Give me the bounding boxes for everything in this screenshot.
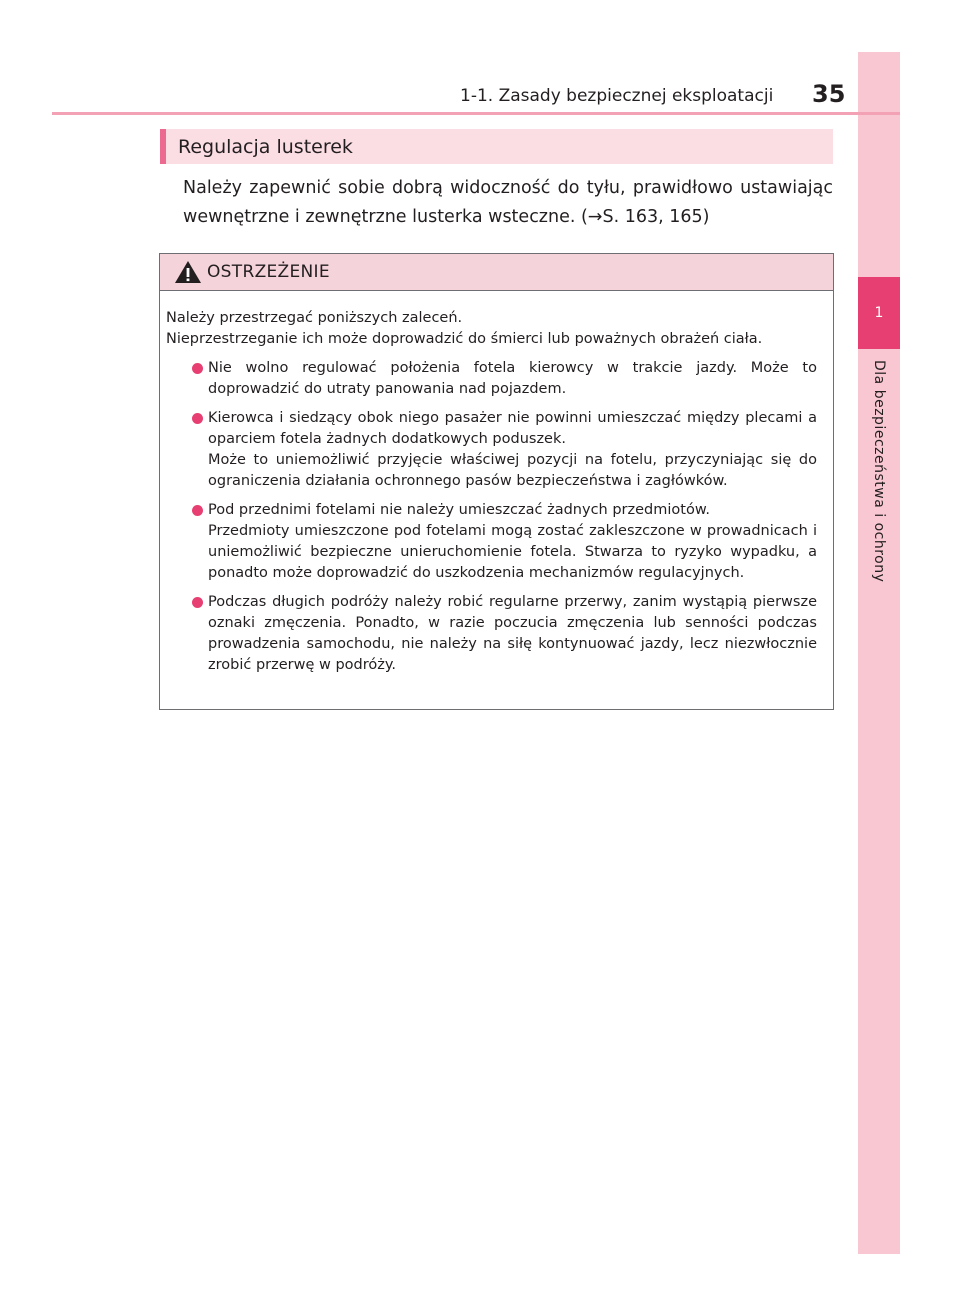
- warning-body: [160, 291, 833, 676]
- page-number: 35: [812, 80, 846, 108]
- list-item-text: Podczas długich podróży należy robić regularne przerwy, zanim wystąpią pierwsze oznaki zmęczenia. Ponadto, w razie poczucia zmęczenia lub senności podczas prowadzenia samochodu, nie należy na siłę kontynuować jazdy, lecz niezwłocznie zrobić przerwę w podróży.: [208, 594, 817, 673]
- list-item: [166, 408, 817, 492]
- section-heading: [160, 129, 833, 164]
- warning-intro: [166, 308, 817, 350]
- bullet-dot-icon: [192, 363, 203, 374]
- side-tab: [858, 52, 900, 1254]
- warning-box: [159, 253, 834, 710]
- bullet-dot-icon: [192, 597, 203, 608]
- warning-list: [166, 358, 817, 676]
- list-item: [166, 358, 817, 400]
- side-tab-chapter-label: Dla bezpieczeństwa i ochrony: [871, 360, 887, 583]
- list-item-text: Może to uniemożliwić przyjęcie właściwej pozycji na fotelu, przyczyniając się do ograniczenia działania ochronnego pasów bezpieczeństwa i zagłówków.: [208, 452, 817, 489]
- section-heading-text: Regulacja lusterek: [178, 135, 353, 158]
- warning-triangle-icon: [174, 260, 202, 284]
- header-divider: [52, 112, 900, 115]
- list-item-text: Kierowca i siedzący obok niego pasażer nie powinni umieszczać między plecami a oparciem fotela żadnych dodatkowych poduszek.: [208, 410, 817, 447]
- warning-header: [160, 254, 833, 291]
- warning-intro-line: Nieprzestrzeganie ich może doprowadzić do śmierci lub poważnych obrażeń ciała.: [166, 331, 763, 347]
- bullet-dot-icon: [192, 505, 203, 516]
- list-item-text: Pod przednimi fotelami nie należy umieszczać żadnych przedmiotów.: [208, 502, 710, 518]
- bullet-dot-icon: [192, 413, 203, 424]
- list-item: [166, 592, 817, 676]
- running-header-title: 1-1. Zasady bezpiecznej eksploatacji: [460, 86, 774, 106]
- list-item-text: Przedmioty umieszczone pod fotelami mogą zostać zakleszczone w prowadnicach i uniemożliwić bezpieczne unieruchomienie fotela. Stwarza to ryzyko wypadku, a ponadto może doprowadzić do uszkodzenia mechanizmów regulacyjnych.: [208, 523, 817, 581]
- list-item-text: Nie wolno regulować położenia fotela kierowcy w trakcie jazdy. Może to doprowadzić do utraty panowania nad pojazdem.: [208, 360, 817, 397]
- side-tab-chapter-number: 1: [858, 277, 900, 349]
- warning-title: OSTRZEŻENIE: [207, 262, 330, 282]
- list-item: [166, 500, 817, 584]
- warning-intro-line: Należy przestrzegać poniższych zaleceń.: [166, 310, 463, 326]
- section-intro-paragraph: Należy zapewnić sobie dobrą widoczność do tyłu, prawidłowo ustawiając wewnętrzne i zewnętrzne lusterka wsteczne. (→S. 163, 165): [183, 178, 833, 227]
